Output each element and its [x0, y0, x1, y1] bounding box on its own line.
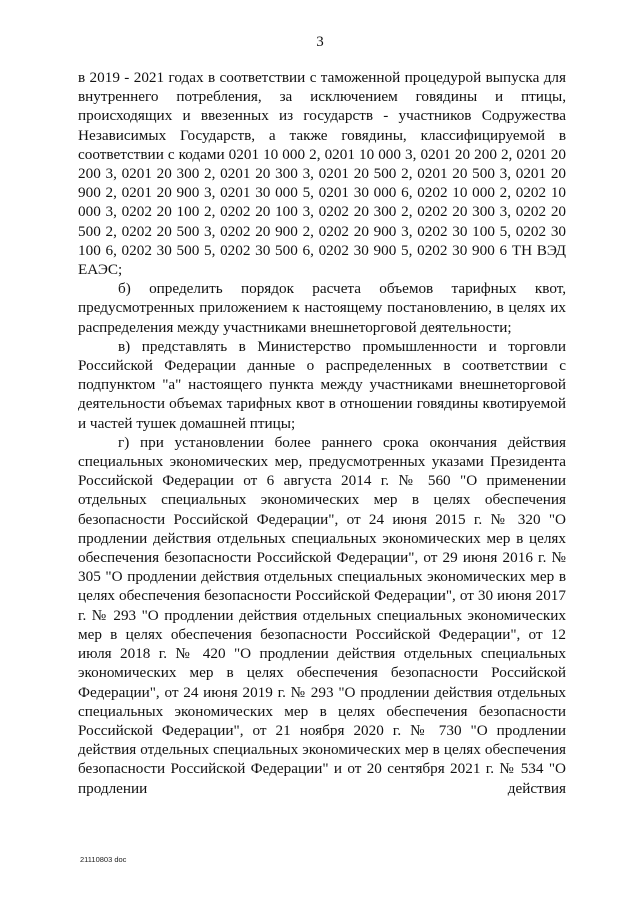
- document-body: [78, 68, 566, 798]
- paragraph-item-b: б) определить порядок расчета объемов тарифных квот, предусмотренных приложением к настоящему постановлению, в целях их распределения между участниками внешнеторговой деятельности;: [78, 280, 566, 336]
- page-number: 3: [316, 34, 324, 50]
- paragraph-quota-continuation: в 2019 - 2021 годах в соответствии с таможенной процедурой выпуска для внутреннего потребления, за исключением говядины и птицы, происходящих и ввезенных из государств - участников Содружества Независимых Государств, а также говядины, классифицируемой в соответствии с кодами 0201 10 000 2, 0201 10 000 3, 0201 20 200 2, 0201 20 200 3, 0201 20 300 2, 0201 20 300 3, 0201 20 500 2, 0201 20 500 3, 0201 20 900 2, 0201 20 900 3, 0201 30 000 5, 0201 30 000 6, 0202 10 000 2, 0202 10 000 3, 0202 20 100 2, 0202 20 100 3, 0202 20 300 2, 0202 20 300 3, 0202 20 500 2, 0202 20 500 3, 0202 20 900 2, 0202 20 900 3, 0202 30 100 5, 0202 30 100 6, 0202 30 500 5, 0202 30 500 6, 0202 30 900 5, 0202 30 900 6 ТН ВЭД ЕАЭС;: [78, 69, 566, 279]
- footer-document-reference: 21110803 doc: [80, 855, 127, 864]
- paragraph-item-v: в) представлять в Министерство промышленности и торговли Российской Федерации данные о распределенных в соответствии с подпунктом "а" настоящего пункта между участниками внешнеторговой деятельности объемах тарифных квот в отношении говядины квотируемой и частей тушек домашней птицы;: [78, 337, 566, 432]
- paragraph-item-g: г) при установлении более раннего срока окончания действия специальных экономических мер, предусмотренных указами Президента Российской Федерации от 6 августа 2014 г. № 560 "О применении отдельных специальных экономических мер в целях обеспечения безопасности Российской Федерации", от 24 июня 2015 г. № 320 "О продлении действия отдельных специальных экономических мер в целях обеспечения безопасности Российской Федерации", от 29 июня 2016 г. № 305 "О продлении действия отдельных специальных экономических мер в целях обеспечения безопасности Российской Федерации", от 30 июня 2017 г. № 293 "О продлении действия отдельных специальных экономических мер в целях обеспечения безопасности Российской Федерации", от 12 июля 2018 г. № 420 "О продлении действия отдельных специальных экономических мер в целях обеспечения безопасности Российской Федерации", от 24 июня 2019 г. № 293 "О продлении действия отдельных специальных экономических мер в целях обеспечения безопасности Российской Федерации", от 21 ноября 2020 г. № 730 "О продлении действия отдельных специальных экономических мер в целях обеспечения безопасности Российской Федерации" и от 20 сентября 2021 г. № 534 "О продлении действия: [78, 433, 566, 797]
